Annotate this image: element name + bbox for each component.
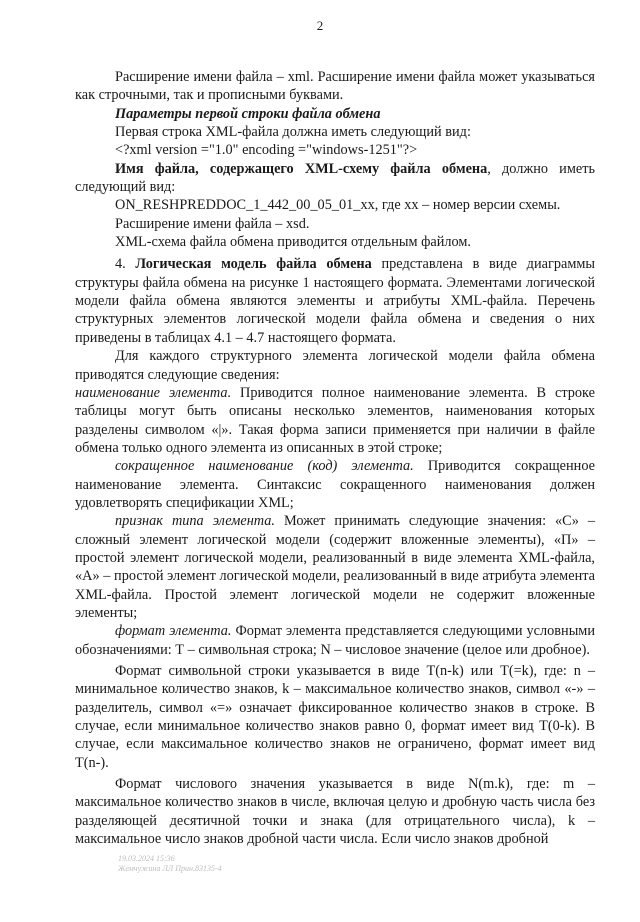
section-number: 4. xyxy=(115,256,136,273)
stamp-signature: Жемчужина ЛЛ Прин.83135-4 xyxy=(118,864,222,873)
paragraph-schema-name xyxy=(75,160,595,197)
element-format-italic: формат элемента. xyxy=(115,623,232,640)
paragraph-element-type xyxy=(75,512,595,622)
section-heading xyxy=(115,105,595,123)
logical-model-bold: Логическая модель файла обмена xyxy=(135,256,372,273)
schema-name-bold: Имя файла, содержащего XML-схему файла обмена xyxy=(115,160,488,177)
paragraph-string-format: Формат символьной строки указывается в виде Т(n-k) или Т(=k), где: n – минимальное количество знаков, k – максимальное количество знаков, символ «-» – разделитель, символ «=» означает фиксированное количество знаков в строке. В случае, если минимальное количество знаков равно 0, формат имеет вид Т(0-k). В случае, если максимальное количество знаков не ограничено, формат имеет вид Т(n-). xyxy=(75,663,595,771)
paragraph-extension: Расширение имени файла – xml. Расширение имени файла может указываться как строчными, так и прописными буквами. xyxy=(75,69,595,104)
paragraph-element-name xyxy=(75,384,595,457)
paragraph-logical-model xyxy=(75,255,595,347)
paragraph-first-line: Первая строка XML-файла должна иметь следующий вид: xyxy=(115,124,471,141)
paragraph-number-format: Формат числового значения указывается в виде N(m.k), где: m – максимальное количество знаков в числе, включая целую и дробную часть числа без разделяющей десятичной точки и знака (для отрицательного числа), k – максимальное число знаков дробной части числа. Если число знаков дробной xyxy=(75,776,595,848)
schema-extension: Расширение имени файла – xsd. xyxy=(115,215,310,232)
element-code-rest: Приводится сокращенное наименование элемента. Синтаксис сокращенного наименования должен удовлетворять спецификации XML; xyxy=(75,458,595,511)
schema-name-rest: , должно иметь следующий вид: xyxy=(75,160,595,196)
paragraph-element-info: Для каждого структурного элемента логической модели файла обмена приводятся следующие сведения: xyxy=(75,348,595,383)
element-code-italic: сокращенное наименование (код) элемента. xyxy=(115,458,414,475)
paragraph-element-format xyxy=(75,622,595,659)
heading-text: Параметры первой строки файла обмена xyxy=(115,105,381,122)
element-name-rest: Приводится полное наименование элемента. В строке таблицы могут быть описаны несколько элементов, наименования которых разделены символом «|». Такая форма записи применяется при наличии в файле обмена только одного элемента из описанных в этой строке; xyxy=(75,384,595,456)
xml-declaration: <?xml version ="1.0" encoding ="windows-1251"?> xyxy=(115,142,418,159)
logical-model-rest: представлена в виде диаграммы структуры файла обмена на рисунке 1 настоящего формата. Элементами логической модели файла обмена являются элементы и атрибуты XML-файла. Перечень структурных элементов логической модели файла обмена и сведения о них приведены в таблицах 4.1 – 4.7 настоящего формата. xyxy=(75,256,596,346)
document-body xyxy=(75,68,596,848)
element-type-italic: признак типа элемента. xyxy=(115,513,276,530)
schema-filename: ON_RESHPREDDOC_1_442_00_05_01_xx, где xx – номер версии схемы. xyxy=(115,197,561,214)
paragraph-element-code xyxy=(75,457,595,512)
page-number: 2 xyxy=(316,18,324,33)
element-format-rest: Формат элемента представляется следующими условными обозначениями: Т – символьная строка; N – числовое значение (целое или дробное). xyxy=(75,623,596,658)
element-type-rest: Может принимать следующие значения: «С» – сложный элемент логической модели (содержит вложенные элементы), «П» – простой элемент логической модели, реализованный в виде элемента XML-файла, «А» – простой элемент логической модели, реализованный в виде атрибута элемента XML-файла. Простой элемент логической модели не содержит вложенные элементы; xyxy=(75,513,595,621)
schema-note: XML-схема файла обмена приводится отдельным файлом. xyxy=(115,234,472,251)
element-name-italic: наименование элемента. xyxy=(75,384,232,401)
stamp-date: 19.03.2024 15:36 xyxy=(118,854,175,863)
